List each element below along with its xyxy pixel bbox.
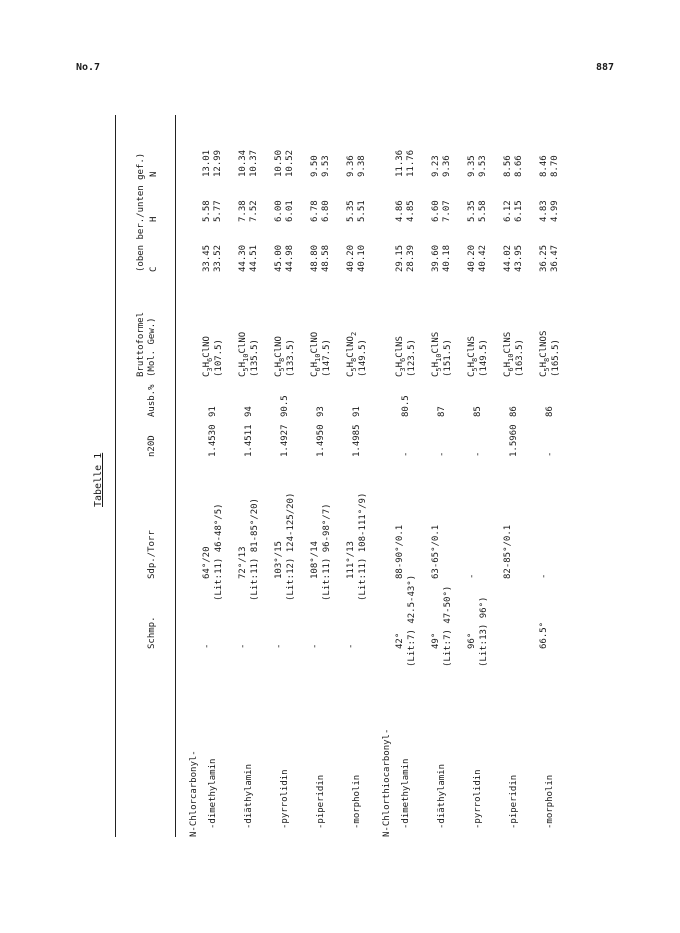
cell-sdp: 63-65°/0.1 [431,524,441,579]
cell-ausb: 91 [352,406,362,417]
cell-molgew: (147.5) [322,339,332,377]
cell-h-ber: 4.86 [395,200,405,222]
cell-sdp: - [467,573,477,579]
cell-ausb: 87 [437,406,447,417]
header-formel: Bruttoformel [136,311,146,377]
cell-molgew: (165.5) [551,339,561,377]
cell-n-gef: 9.53 [321,155,331,177]
cell-sdp: - [539,573,549,579]
cell-h-gef: 5.58 [478,200,488,222]
cell-formula: $C_5H_8ClNO_2$ [346,331,358,377]
cell-c-gef: 40.42 [478,244,488,272]
cell-n-ber: 9.23 [431,155,441,177]
header-c: C [149,266,159,272]
header-schmp: Schmp. [147,616,157,649]
cell-ausb: 86 [545,406,555,417]
cell-schmp: - [310,643,320,649]
cell-schmp: 42° [395,632,405,649]
cell-c-ber: 36.25 [539,244,549,272]
table-title: Tabelle 1 [93,452,104,507]
cell-schmp: - [238,643,248,649]
header-ausb: Ausb.% [147,384,157,417]
row-name: -dimethylamin [208,758,218,829]
cell-sdp-lit: (Lit:12) 124-125/20) [286,492,296,601]
top-rule [115,115,116,837]
cell-c-gef: 40.10 [357,244,367,272]
cell-molgew: (133.5) [286,339,296,377]
cell-formula: $C_3H_6ClNO$ [202,336,214,377]
cell-c-gef: 44.98 [285,244,295,272]
page-number: 887 [595,62,614,73]
cell-n-ber: 8.56 [503,155,513,177]
row-name: -piperidin [316,774,326,829]
cell-c-gef: 43.95 [514,244,524,272]
cell-n-ber: 8.46 [539,155,549,177]
row-name: -morpholin [545,774,555,829]
row-name: -piperidin [509,774,519,829]
cell-ausb: 91 [208,406,218,417]
cell-molgew: (135.5) [250,339,260,377]
cell-formula: $C_6H_{10}ClNO$ [310,331,322,377]
row-name: -diäthylamin [437,763,447,829]
cell-schmp: - [346,643,356,649]
row-name: -diäthylamin [244,763,254,829]
cell-schmp-lit: (Lit:7) 42.5-43°) [407,574,417,667]
cell-c-ber: 33.45 [202,244,212,272]
cell-ausb: 90.5 [280,395,290,417]
cell-h-ber: 6.00 [274,200,284,222]
cell-sdp: 88-90°/0.1 [395,524,405,579]
cell-sdp: 72°/13 [238,546,248,579]
cell-c-ber: 39.60 [431,244,441,272]
group-label: N-Chlorthiocarbonyl- [382,728,392,837]
cell-ausb: 93 [316,406,326,417]
cell-schmp: 66.5° [539,621,549,649]
cell-molgew: (149.5) [479,339,489,377]
row-name: -pyrrolidin [280,769,290,829]
cell-schmp: 49° [431,632,441,649]
cell-sdp: 111°/13 [346,541,356,579]
cell-schmp: - [202,643,212,649]
cell-h-ber: 6.78 [310,200,320,222]
cell-h-ber: 7.38 [238,200,248,222]
cell-n-gef: 9.36 [442,155,452,177]
cell-c-gef: 44.51 [249,244,259,272]
cell-n-gef: 10.37 [249,149,259,177]
cell-h-gef: 7.52 [249,200,259,222]
cell-h-gef: 6.80 [321,200,331,222]
cell-n-ber: 10.34 [238,149,248,177]
cell-schmp: - [274,643,284,649]
cell-formula: $C_5H_{10}ClNO$ [238,331,250,377]
cell-ausb: 85 [473,406,483,417]
cell-n-ber: 9.36 [346,155,356,177]
cell-nd: 1.5960 [509,424,519,457]
cell-schmp-lit: (Lit:7) 47-50°) [443,585,453,667]
cell-n-gef: 9.53 [478,155,488,177]
cell-molgew: (107.5) [214,339,224,377]
cell-nd: - [545,451,555,457]
header-sdp: Sdp./Torr [147,530,157,579]
cell-nd: 1.4950 [316,424,326,457]
cell-formula: $C_3H_6ClNS$ [395,336,407,377]
cell-schmp: 96° [467,632,477,649]
cell-c-gef: 33.52 [213,244,223,272]
row-name: -pyrrolidin [473,769,483,829]
cell-c-gef: 36.47 [550,244,560,272]
cell-nd: - [473,451,483,457]
row-name: -morpholin [352,774,362,829]
cell-sdp: 103°/15 [274,541,284,579]
header-molgew: (Mol. Gew.) [147,317,157,377]
cell-h-ber: 6.12 [503,200,513,222]
cell-n-gef: 12.99 [213,149,223,177]
cell-c-ber: 48.80 [310,244,320,272]
cell-n-ber: 13.01 [202,149,212,177]
cell-formula: $C_5H_8ClNOS$ [539,330,551,377]
cell-h-gef: 6.15 [514,200,524,222]
cell-c-ber: 44.02 [503,244,513,272]
cell-n-ber: 9.35 [467,155,477,177]
cell-formula: $C_5H_8ClNO$ [274,336,286,377]
cell-molgew: (151.5) [443,339,453,377]
cell-formula: $C_5H_8ClNS$ [467,336,479,377]
cell-c-ber: 45.00 [274,244,284,272]
cell-n-gef: 10.52 [285,149,295,177]
header-rule [175,115,176,837]
cell-n-ber: 10.50 [274,149,284,177]
cell-ausb: 94 [244,406,254,417]
header-nd: n20D [147,435,157,457]
cell-h-gef: 5.77 [213,200,223,222]
cell-n-gef: 11.76 [406,149,416,177]
cell-h-gef: 7.07 [442,200,452,222]
cell-molgew: (163.5) [515,339,525,377]
cell-n-gef: 9.38 [357,155,367,177]
cell-nd: 1.4927 [280,424,290,457]
cell-molgew: (123.5) [407,339,417,377]
cell-h-ber: 5.35 [467,200,477,222]
cell-nd: 1.4530 [208,424,218,457]
cell-sdp: 64°/20 [202,546,212,579]
cell-ausb: 86 [509,406,519,417]
cell-nd: 1.4511 [244,424,254,457]
cell-nd: - [401,451,411,457]
cell-n-ber: 9.50 [310,155,320,177]
cell-nd: 1.4985 [352,424,362,457]
cell-sdp: 82-85°/0.1 [503,524,513,579]
cell-sdp-lit: (Lit:11) 46-48°/5) [214,503,224,601]
rotated-table [85,115,585,837]
header-n: N [149,171,159,177]
cell-h-gef: 4.99 [550,200,560,222]
cell-ausb: 80.5 [401,395,411,417]
cell-n-gef: 8.66 [514,155,524,177]
cell-h-gef: 6.01 [285,200,295,222]
cell-c-gef: 40.18 [442,244,452,272]
journal-issue: No.7 [76,62,101,73]
cell-sdp-lit: (Lit:11) 96-98°/7) [322,503,332,601]
cell-n-gef: 8.70 [550,155,560,177]
header-analysis: (oben ber./unten gef.) [136,152,146,272]
group-label: N-Chlorcarbonyl- [189,750,199,837]
cell-n-ber: 11.36 [395,149,405,177]
cell-formula: $C_6H_{10}ClNS$ [503,331,515,377]
cell-h-gef: 4.85 [406,200,416,222]
cell-sdp-lit: (Lit:11) 108-111°/9) [358,492,368,601]
row-name: -dimethylamin [401,758,411,829]
cell-formula: $C_5H_{10}ClNS$ [431,331,443,377]
header-h: H [149,216,159,222]
cell-h-ber: 5.35 [346,200,356,222]
cell-sdp: 108°/14 [310,541,320,579]
cell-sdp-lit: (Lit:11) 81-85°/20) [250,498,260,601]
cell-molgew: (149.5) [358,339,368,377]
cell-c-gef: 28.39 [406,244,416,272]
cell-h-ber: 4.83 [539,200,549,222]
cell-h-ber: 6.60 [431,200,441,222]
cell-c-ber: 29.15 [395,244,405,272]
cell-schmp-lit: (Lit:13) 96°) [479,596,489,667]
cell-nd: - [437,451,447,457]
cell-h-gef: 5.51 [357,200,367,222]
cell-h-ber: 5.58 [202,200,212,222]
cell-c-ber: 44.30 [238,244,248,272]
cell-c-gef: 48.58 [321,244,331,272]
cell-c-ber: 40.20 [467,244,477,272]
cell-c-ber: 40.20 [346,244,356,272]
